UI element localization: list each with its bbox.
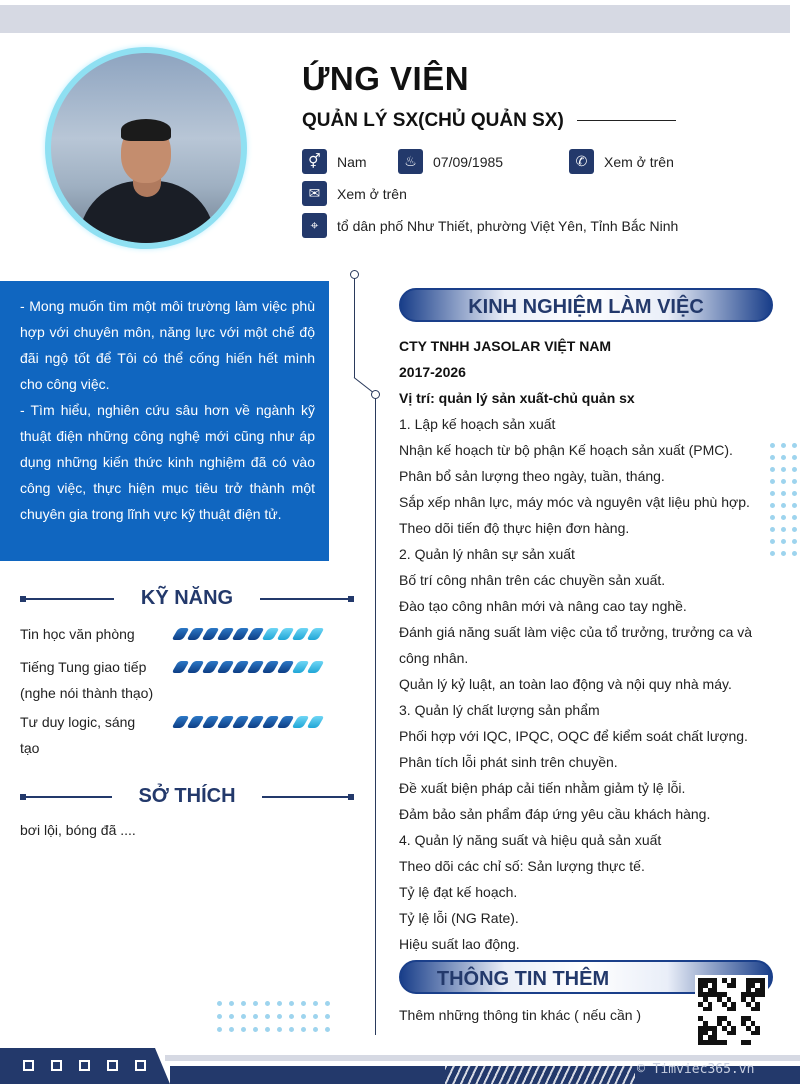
timeline-line bbox=[375, 395, 376, 1035]
experience-line: Đề xuất biện pháp cải tiến nhằm giảm tỷ lệ lỗi. bbox=[399, 780, 686, 796]
birthday-value: 07/09/1985 bbox=[433, 153, 504, 170]
objective-paragraph: - Tìm hiểu, nghiên cứu sâu hơn về ngành kỹ thuật điện những công nghệ mới cũng như áp dụng những kiến thức kinh nghiệm đã có vào công việc, thực hiện mục tiêu trở thành một chuyên gia trong lĩnh vực kỹ thuật điện tử. bbox=[20, 402, 315, 522]
experience-line: Theo dõi tiến độ thực hiện đơn hàng. bbox=[399, 520, 630, 536]
experience-line: Theo dõi các chỉ số: Sản lượng thực tế. bbox=[399, 858, 645, 874]
experience-line: Nhận kế hoạch từ bộ phận Kế hoạch sản xuất (PMC). bbox=[399, 442, 733, 458]
skills-title: KỸ NĂNG bbox=[140, 587, 234, 609]
experience-line: 4. Quản lý năng suất và hiệu quả sản xuất bbox=[399, 832, 662, 848]
extra-info-title: THÔNG TIN THÊM bbox=[436, 968, 610, 990]
phone-value: Xem ở trên bbox=[604, 153, 674, 170]
objective-paragraph: - Mong muốn tìm một môi trường làm việc phù hợp với chuyên môn, năng lực với một chế độ đãi ngộ tốt để Tôi có thể cống hiến hết mình cho công việc. bbox=[20, 298, 315, 392]
footer-square-icon bbox=[135, 1060, 146, 1071]
skill-level-bar bbox=[175, 661, 325, 673]
candidate-position: QUẢN LÝ SX(CHỦ QUẢN SX) bbox=[302, 110, 564, 131]
skill-level-bar bbox=[175, 716, 325, 728]
career-objective bbox=[0, 281, 329, 561]
footer-square-icon bbox=[79, 1060, 90, 1071]
qr-code-icon bbox=[695, 975, 768, 1048]
experience-line: Tỷ lệ đạt kế hoạch. bbox=[399, 884, 518, 900]
experience-line: Phối hợp với IQC, IPQC, OQC để kiểm soát chất lượng. bbox=[399, 728, 748, 744]
hobbies-text: bơi lội, bóng đã .... bbox=[20, 822, 136, 838]
footer-square-icon bbox=[23, 1060, 34, 1071]
address-value: tổ dân phố Như Thiết, phường Việt Yên, Tỉnh Bắc Ninh bbox=[337, 217, 679, 234]
skill-item: Tư duy logic, sáng tạo bbox=[20, 714, 136, 756]
candidate-name: ỨNG VIÊN bbox=[302, 60, 470, 97]
experience-title: KINH NGHIỆM LÀM VIỆC bbox=[468, 296, 704, 318]
avatar bbox=[51, 53, 241, 243]
experience-line: Đánh giá năng suất làm việc của tổ trưởng, trưởng ca và công nhân. bbox=[399, 624, 753, 666]
email-row bbox=[302, 181, 407, 206]
job-role: Vị trí: quản lý sản xuất-chủ quản sx bbox=[399, 390, 635, 406]
decorative-dots bbox=[217, 1001, 330, 1032]
experience-line: Đảm bảo sản phẩm đáp ứng yêu cầu khách hàng. bbox=[399, 806, 711, 822]
skill-level-bar bbox=[175, 628, 325, 640]
experience-heading bbox=[399, 288, 773, 322]
email-value: Xem ở trên bbox=[337, 185, 407, 202]
experience-line: Phân bổ sản lượng theo ngày, tuần, tháng. bbox=[399, 468, 665, 484]
footer-square-icon bbox=[107, 1060, 118, 1071]
footer-line bbox=[165, 1055, 800, 1061]
extra-info-text: Thêm những thông tin khác ( nếu cần ) bbox=[399, 1007, 642, 1023]
footer-square-icon bbox=[51, 1060, 62, 1071]
experience-line: 3. Quản lý chất lượng sản phẩm bbox=[399, 702, 600, 718]
experience-line: 2. Quản lý nhân sự sản xuất bbox=[399, 546, 575, 562]
birthday-row bbox=[398, 149, 503, 174]
position-underline bbox=[577, 120, 676, 121]
company-name: CTY TNHH JASOLAR VIỆT NAM bbox=[399, 338, 612, 354]
skill-item: Tiếng Tung giao tiếp (nghe nói thành thạo) bbox=[20, 659, 154, 701]
location-pin-icon: ⌖ bbox=[302, 213, 327, 238]
experience-line: Sắp xếp nhân lực, máy móc và nguyên vật liệu phù hợp. bbox=[399, 494, 750, 510]
mail-icon: ✉ bbox=[302, 181, 327, 206]
experience-line: Đào tạo công nhân mới và nâng cao tay nghề. bbox=[399, 598, 687, 614]
decorative-dots bbox=[770, 443, 797, 556]
experience-line: 1. Lập kế hoạch sản xuất bbox=[399, 416, 556, 432]
hobbies-title: SỞ THÍCH bbox=[138, 785, 236, 807]
phone-row bbox=[569, 149, 674, 174]
gender-row bbox=[302, 149, 367, 174]
cake-icon: ♨ bbox=[398, 149, 423, 174]
experience-line: Hiệu suất lao động. bbox=[399, 936, 520, 952]
experience-line: Tỷ lệ lỗi (NG Rate). bbox=[399, 910, 519, 926]
experience-content bbox=[399, 333, 767, 957]
phone-icon: ✆ bbox=[569, 149, 594, 174]
footer-hatch bbox=[445, 1066, 635, 1084]
gender-value: Nam bbox=[337, 153, 367, 170]
address-row bbox=[302, 213, 678, 238]
hobbies-heading bbox=[20, 787, 354, 807]
experience-line: Phân tích lỗi phát sinh trên chuyền. bbox=[399, 754, 618, 770]
experience-line: Quản lý kỷ luật, an toàn lao động và nội quy nhà máy. bbox=[399, 676, 732, 692]
timeline-line bbox=[354, 276, 355, 378]
timeline-dot bbox=[371, 390, 380, 399]
work-period: 2017-2026 bbox=[399, 364, 466, 380]
skill-item: Tin học văn phòng bbox=[20, 626, 135, 642]
copyright-text: © Timviec365.vn bbox=[637, 1062, 755, 1077]
experience-line: Bố trí công nhân trên các chuyền sản xuất. bbox=[399, 572, 666, 588]
skills-heading bbox=[20, 589, 354, 609]
gender-icon: ⚥ bbox=[302, 149, 327, 174]
top-band bbox=[0, 5, 790, 33]
timeline-dot bbox=[350, 270, 359, 279]
